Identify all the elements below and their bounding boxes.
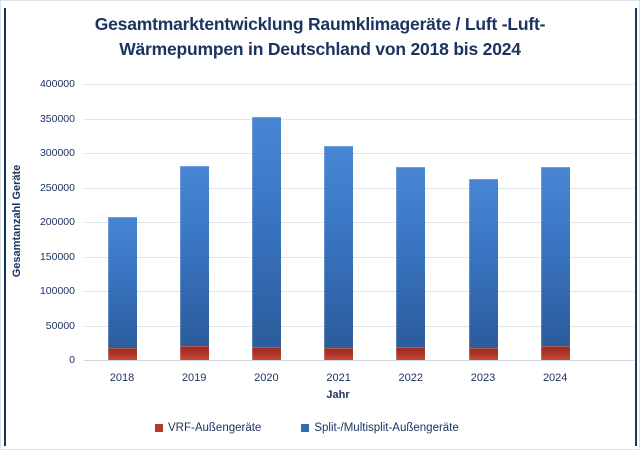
legend-swatch-icon (155, 424, 163, 432)
y-tick-label-250000: 250000 (39, 181, 75, 194)
y-tick-label-0: 0 (69, 354, 75, 366)
frame-right-border (635, 8, 637, 446)
gridline-0 (84, 360, 634, 361)
gridline-350000 (84, 119, 634, 120)
y-tick-label-200000: 200000 (39, 216, 75, 228)
bar-2022-vrf (396, 347, 425, 360)
y-axis-title: Gesamtanzahl Geräte (11, 164, 23, 278)
x-axis-title: Jahr (326, 389, 350, 401)
chart-title (31, 12, 609, 62)
bar-2021-split (324, 146, 353, 348)
bar-2023-vrf (469, 348, 498, 360)
x-tick-label-2022: 2022 (398, 372, 424, 384)
y-tick-label-400000: 400000 (39, 78, 75, 90)
x-tick-label-2024: 2024 (542, 372, 568, 384)
x-tick-label-2021: 2021 (326, 372, 351, 384)
bar-2019-vrf (180, 346, 209, 360)
gridline-300000 (84, 153, 634, 154)
y-tick-label-50000: 50000 (45, 319, 75, 332)
y-tick-label-100000: 100000 (39, 285, 75, 297)
legend-label: VRF-Außengeräte (168, 422, 262, 434)
bar-2019-split (180, 166, 209, 346)
legend (155, 421, 459, 435)
bar-2024-split (541, 167, 570, 346)
y-tick-label-150000: 150000 (39, 250, 75, 263)
plot-area (84, 84, 634, 360)
bar-2021-vrf (324, 348, 353, 360)
bar-2018-vrf (108, 348, 137, 360)
bar-2020-vrf (252, 347, 281, 360)
gridline-400000 (84, 84, 634, 85)
x-tick-label-2019: 2019 (181, 372, 207, 384)
bar-2023-split (469, 179, 498, 349)
chart-title-line1: Gesamtmarktentwicklung Raumklimageräte / Luft -Luft- (94, 14, 546, 34)
chart-title-line2: Wärmepumpen in Deutschland von 2018 bis 2024 (119, 39, 521, 59)
frame-left-border (4, 8, 6, 446)
bar-2020-split (252, 117, 281, 347)
bar-2018-split (108, 217, 137, 347)
bar-2022-split (396, 167, 425, 347)
legend-swatch-icon (301, 424, 309, 432)
x-tick-label-2023: 2023 (470, 372, 496, 384)
legend-item-vrf (155, 422, 261, 434)
x-tick-label-2018: 2018 (109, 372, 135, 384)
legend-item-split (301, 422, 458, 434)
y-tick-label-350000: 350000 (39, 112, 75, 125)
bar-2024-vrf (541, 346, 570, 360)
legend-label: Split-/Multisplit-Außengeräte (314, 422, 459, 434)
x-tick-label-2020: 2020 (254, 372, 279, 384)
y-tick-label-300000: 300000 (39, 147, 75, 159)
